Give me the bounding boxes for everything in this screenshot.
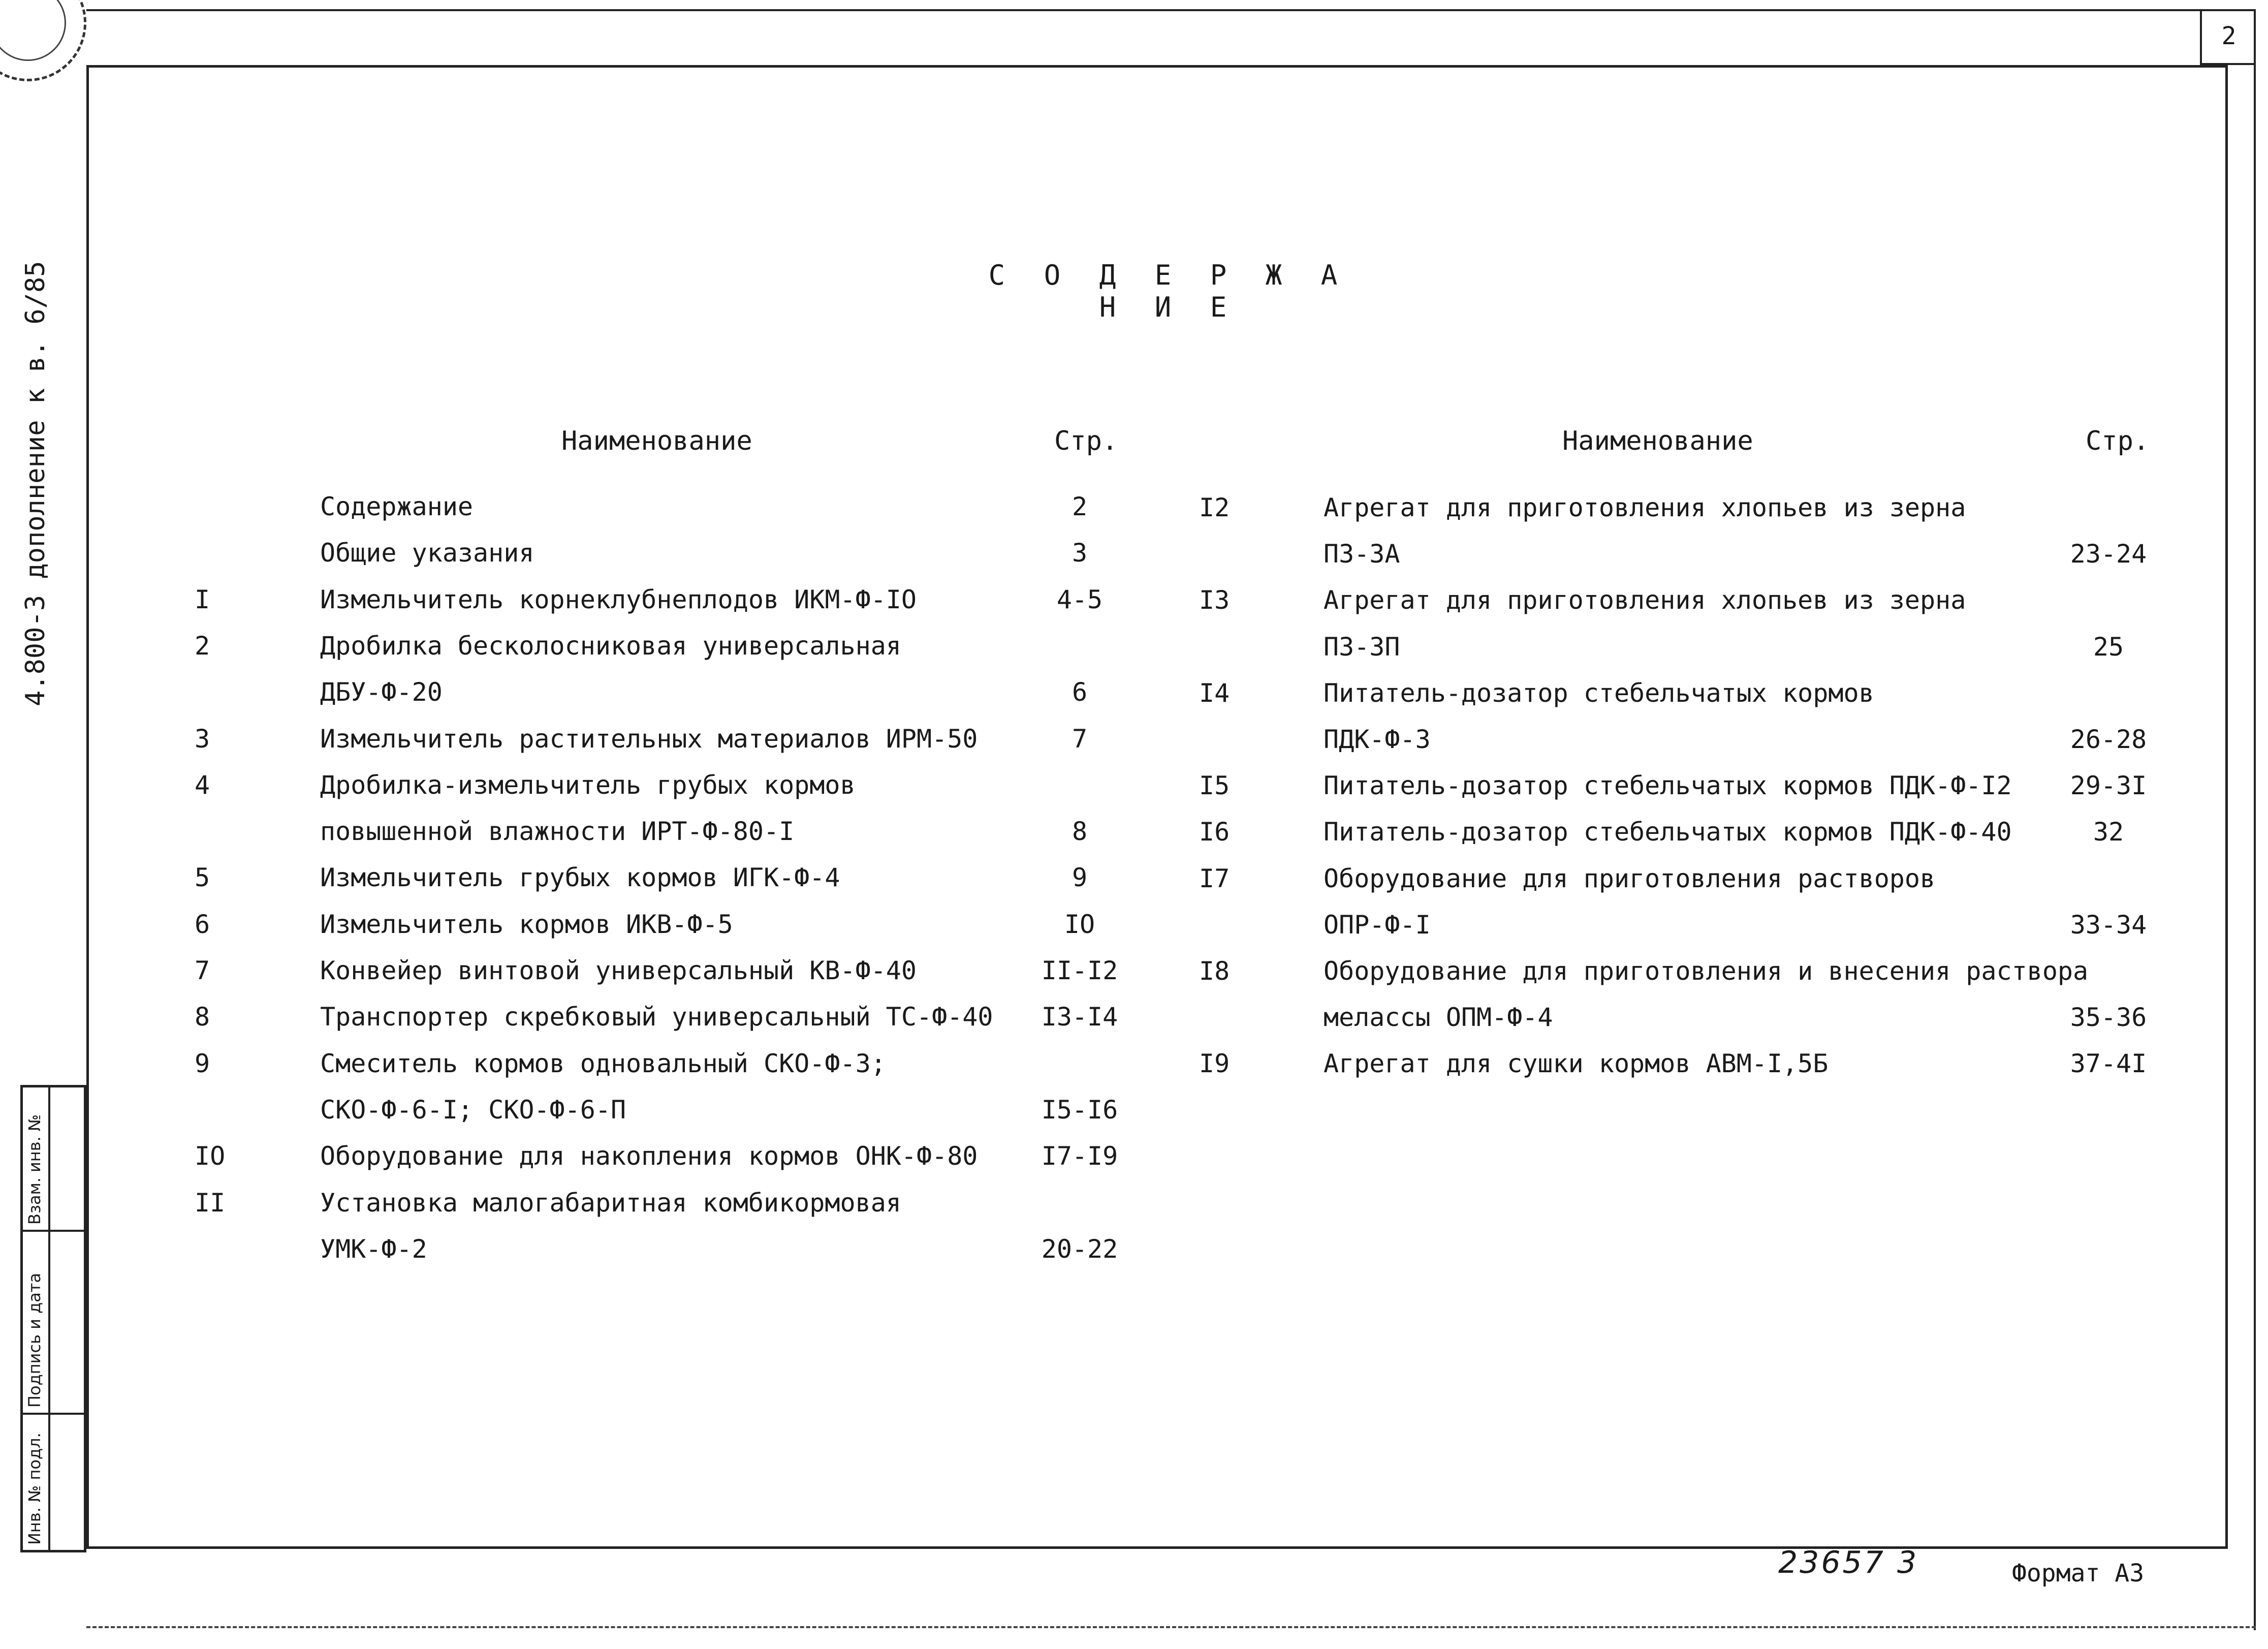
toc-item-name: Содержание xyxy=(320,492,474,521)
toc-item-page: 4-5 xyxy=(1056,584,1103,614)
toc-item-page: 32 xyxy=(2093,817,2124,847)
toc-item-name: мелассы ОПМ-Ф-4 xyxy=(1324,1003,1553,1033)
side-block-divider xyxy=(48,1087,50,1550)
side-code: 4.800-3 дополнение к в. 6/85 xyxy=(20,261,51,706)
toc-item-number: IO xyxy=(195,1141,226,1171)
toc-item-page: 6 xyxy=(1072,677,1088,707)
toc-item-name: Транспортер скребковый универсальный ТС-Ф-40 xyxy=(320,1002,993,1032)
toc-item-number: I4 xyxy=(1199,678,1230,708)
toc-row xyxy=(0,539,2235,580)
toc-item-name: ПДК-Ф-3 xyxy=(1324,725,1431,754)
toc-item-number: II xyxy=(195,1188,226,1218)
toc-item-name: Измельчитель растительных материалов ИРМ-50 xyxy=(320,724,978,754)
toc-item-name: ПЗ-3А xyxy=(1324,539,1400,569)
document-number: 23657 3 xyxy=(1778,1545,1919,1580)
toc-item-name: Дробилка-измельчитель грубых кормов xyxy=(320,770,856,800)
right-header-page: Стр. xyxy=(2086,426,2150,456)
page-title: С О Д Е Р Ж А Н И Е xyxy=(988,259,1349,323)
toc-item-name: УМК-Ф-2 xyxy=(320,1234,427,1264)
toc-item-number: I5 xyxy=(1199,771,1230,801)
side-label-inventory: Инв. № подл. xyxy=(25,1433,44,1545)
toc-item-name: Агрегат для сушки кормов АВМ-I,5Б xyxy=(1324,1049,1829,1079)
toc-item-page: 20-22 xyxy=(1041,1234,1118,1264)
toc-item-number: 2 xyxy=(195,631,210,661)
toc-row xyxy=(0,1141,2235,1182)
toc-item-page: 8 xyxy=(1072,817,1088,847)
toc-item-page: 37-4I xyxy=(2070,1049,2147,1079)
toc-item-page: I7-I9 xyxy=(1041,1141,1118,1171)
toc-item-name: СКО-Ф-6-I; СКО-Ф-6-П xyxy=(320,1095,626,1125)
toc-item-number: I9 xyxy=(1199,1049,1230,1079)
toc-item-number: 6 xyxy=(195,909,210,939)
toc-item-page: 26-28 xyxy=(2070,725,2147,754)
toc-item-name: Конвейер винтовой универсальный КВ-Ф-40 xyxy=(320,956,917,985)
toc-item-number: I6 xyxy=(1199,817,1230,847)
toc-row xyxy=(0,1095,2235,1136)
toc-row xyxy=(0,678,2235,719)
toc-row xyxy=(0,817,2235,858)
toc-item-page: 2 xyxy=(1072,492,1088,521)
toc-item-name: ДБУ-Ф-20 xyxy=(320,677,443,707)
toc-item-name: Измельчитель грубых кормов ИГК-Ф-4 xyxy=(320,863,840,893)
toc-item-number: I xyxy=(195,584,210,614)
toc-item-page: 35-36 xyxy=(2070,1003,2147,1033)
toc-item-name: Оборудование для приготовления и внесения раствора xyxy=(1324,956,2089,986)
toc-row xyxy=(0,864,2235,905)
toc-item-number: 5 xyxy=(195,863,210,893)
toc-item-name: Измельчитель кормов ИКВ-Ф-5 xyxy=(320,909,733,939)
toc-row xyxy=(0,1188,2235,1229)
toc-row xyxy=(0,1003,2235,1043)
toc-item-number: I7 xyxy=(1199,863,1230,893)
toc-item-page: II-I2 xyxy=(1041,956,1118,985)
toc-item-name: Питатель-дозатор стебельчатых кормов ПДК-Ф-I2 xyxy=(1324,771,2012,801)
left-header-name: Наименование xyxy=(561,426,752,456)
toc-item-number: 4 xyxy=(195,770,210,800)
toc-row xyxy=(0,632,2235,673)
toc-row xyxy=(0,725,2235,765)
toc-item-number: 8 xyxy=(195,1002,210,1032)
toc-item-number: 9 xyxy=(195,1048,210,1078)
right-header-name: Наименование xyxy=(1562,426,1753,456)
side-label-signature-date: Подпись и дата xyxy=(25,1272,44,1408)
toc-item-name: Общие указания xyxy=(320,538,534,568)
toc-item-name: Измельчитель корнеклубнеплодов ИКМ-Ф-IO xyxy=(320,584,917,614)
inventory-side-block xyxy=(20,1085,86,1552)
toc-item-number: I3 xyxy=(1199,585,1230,615)
toc-item-name: ОПР-Ф-I xyxy=(1324,910,1431,940)
toc-item-name: Оборудование для приготовления растворов xyxy=(1324,863,1936,893)
sheet-number: 2 xyxy=(2200,9,2256,65)
toc-item-name: Дробилка бесколосниковая универсальная xyxy=(320,631,901,661)
toc-row xyxy=(0,956,2235,997)
toc-item-page: I3-I4 xyxy=(1041,1002,1118,1032)
toc-item-page: IO xyxy=(1064,909,1095,939)
toc-item-name: Оборудование для накопления кормов ОНК-Ф-80 xyxy=(320,1141,978,1171)
toc-item-page: 33-34 xyxy=(2070,910,2147,940)
toc-item-page: 23-24 xyxy=(2070,539,2147,569)
toc-row xyxy=(0,910,2235,951)
side-block-line xyxy=(23,1230,84,1232)
toc-item-page: 3 xyxy=(1072,538,1088,568)
toc-item-name: ПЗ-3П xyxy=(1324,632,1400,662)
toc-item-name: Установка малогабаритная комбикормовая xyxy=(320,1188,901,1218)
toc-item-number: 3 xyxy=(195,724,210,754)
toc-item-name: Смеситель кормов одновальный СКО-Ф-3; xyxy=(320,1048,886,1078)
toc-item-name: Агрегат для приготовления хлопьев из зерна xyxy=(1324,493,1966,522)
toc-item-number: I8 xyxy=(1199,956,1230,986)
toc-item-name: Агрегат для приготовления хлопьев из зерна xyxy=(1324,585,1966,615)
bottom-border xyxy=(86,1626,2256,1628)
side-label-replacement: Взам. инв. № xyxy=(25,1114,44,1225)
toc-item-page: 9 xyxy=(1072,863,1088,893)
toc-row xyxy=(0,493,2235,534)
toc-item-number: I2 xyxy=(1199,493,1230,522)
toc-item-name: повышенной влажности ИРТ-Ф-80-I xyxy=(320,817,795,847)
toc-item-page: 29-3I xyxy=(2070,771,2147,801)
toc-row xyxy=(0,585,2235,626)
toc-row xyxy=(0,771,2235,812)
left-header-page: Стр. xyxy=(1054,426,1118,456)
paper-format: Формат А3 xyxy=(2012,1559,2145,1588)
toc-row xyxy=(0,1049,2235,1090)
toc-item-name: Питатель-дозатор стебельчатых кормов xyxy=(1324,678,1874,708)
toc-item-page: I5-I6 xyxy=(1041,1095,1118,1125)
toc-item-number: 7 xyxy=(195,956,210,985)
toc-item-page: 25 xyxy=(2093,632,2124,662)
toc-row xyxy=(0,1234,2235,1275)
toc-item-name: Питатель-дозатор стебельчатых кормов ПДК-Ф-40 xyxy=(1324,817,2012,847)
toc-item-page: 7 xyxy=(1072,724,1088,754)
